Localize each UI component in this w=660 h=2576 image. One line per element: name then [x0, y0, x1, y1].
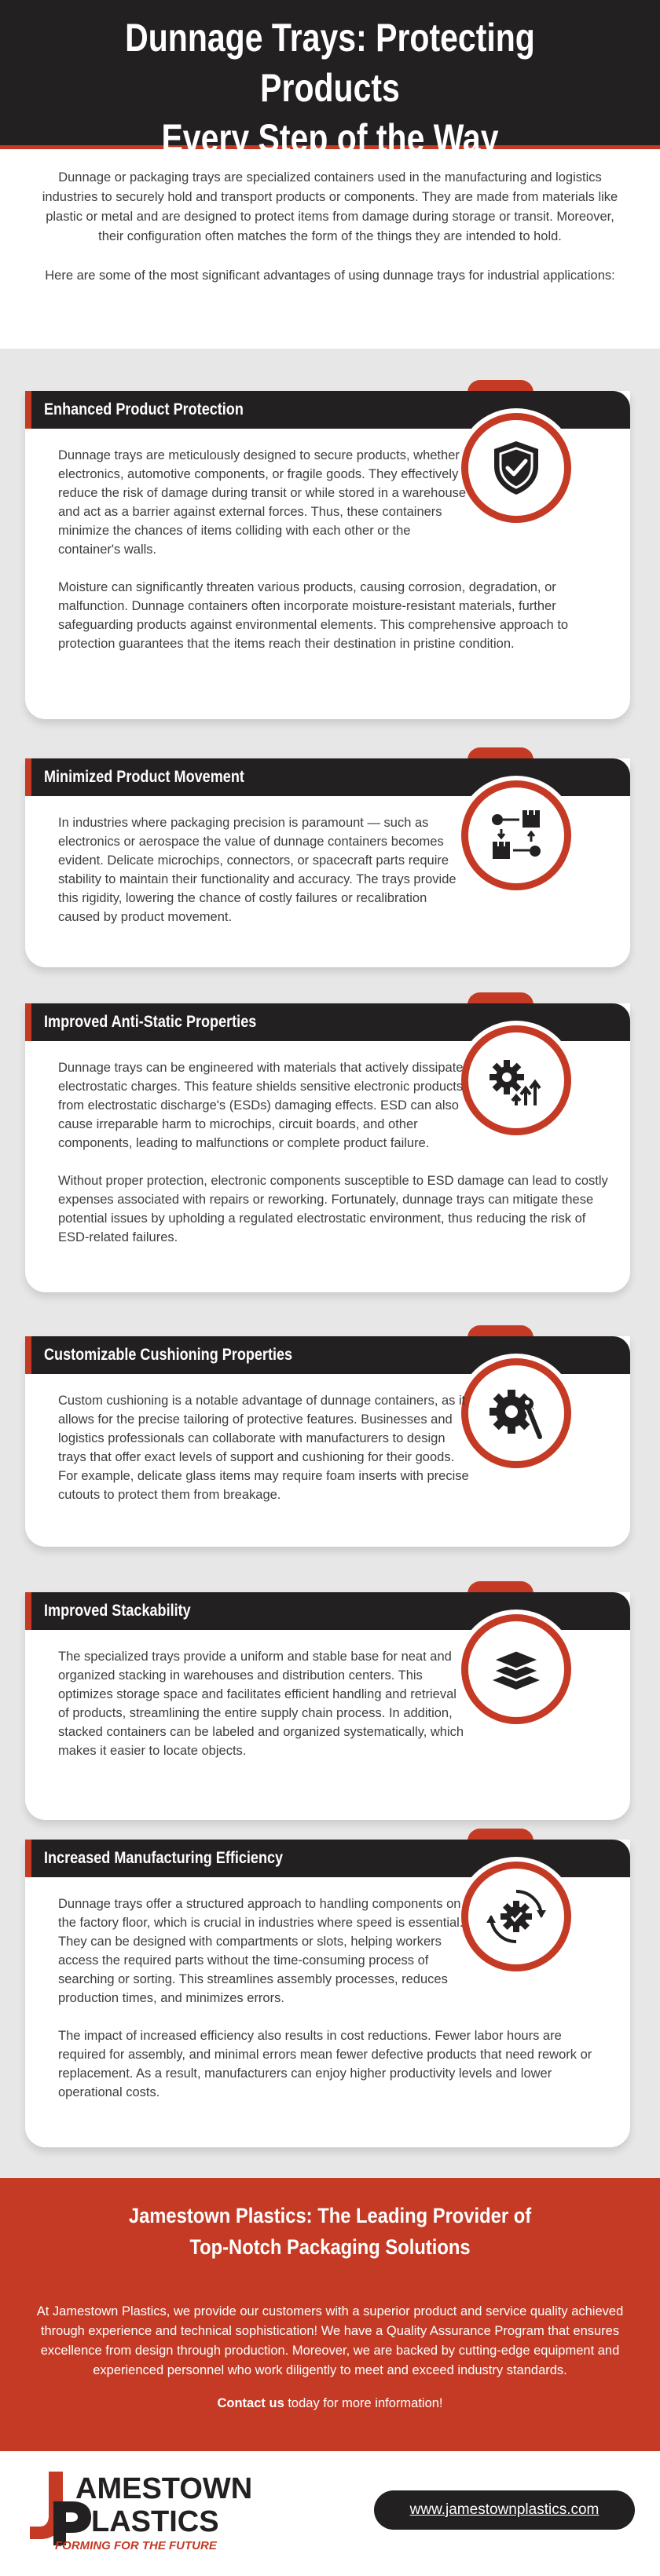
page-title-line-2: Every Step of the Way [161, 116, 499, 160]
logo-wordmark-top: AMESTOWN [75, 2472, 253, 2505]
card-paragraph: Dunnage trays can be engineered with materials that actively dissipate electrostatic charges. This feature shields sensitive electronic products from electrostatic discharge's (ESDs) damaging effects. ESD can also cause irreparable harm to microchips, circuit boards, and other components, leading to malfunctions or complete product failure. [58, 1061, 464, 1150]
brand-footer [0, 2451, 660, 2576]
intro-section [39, 168, 621, 286]
intro-paragraph: Dunnage or packaging trays are specialized containers used in the manufacturing and logistics industries to securely hold and transport products or components. They are made from materials like plastic or metal and are designed to protect items from damage during storage or transit. Moreover, their configuration often matches the form of the things they are intended to hold. [42, 170, 618, 243]
card-paragraph: Custom cushioning is a notable advantage of dunnage containers, as it allows for the precise tailoring of protective features. Businesses and logistics professionals can collaborate with manufacturers to design trays that offer exact levels of support and cushioning for their goods. For example, delicate glass items may require foam inserts with precise cutouts to protect them from breakage. [58, 1394, 469, 1502]
card-title: Enhanced Product Protection [44, 400, 244, 418]
benefit-card-movement [25, 758, 630, 967]
card-paragraph: In industries where packaging precision is paramount — such as electronics or aerospace the value of dunnage containers becomes evident. Delicate microchips, connectors, or spacecraft parts require stability to maintain their functionality and accuracy. The trays provide this rigidity, lowering the chance of costly failures or recalibration caused by product movement. [58, 816, 456, 924]
jamestown-plastics-logo[interactable] [25, 2467, 284, 2553]
card-paragraph: Moisture can significantly threaten various products, causing corrosion, degradation, or malfunction. Dunnage containers often incorporate moisture-resistant materials, further safeguarding products against environmental elements. This comprehensive approach to protection guarantees that the items reach their destination in pristine condition. [58, 580, 569, 651]
page-header [0, 0, 660, 160]
page-title-line-1: Dunnage Trays: Protecting Products [125, 16, 535, 110]
card-title: Increased Manufacturing Efficiency [44, 1849, 284, 1867]
benefit-card-antistatic [25, 1003, 630, 1292]
card-paragraph: The impact of increased efficiency also results in cost reductions. Fewer labor hours are required for assembly, and minimal errors mean fewer defective products that need rework or replacement. As a result, manufacturers can enjoy higher productivity levels and lower operational costs. [58, 2029, 592, 2099]
benefit-card-efficiency [25, 1840, 630, 2147]
card-paragraph: Without proper protection, electronic components susceptible to ESD damage can lead to costly expenses associated with repairs or reworking. Fortunately, dunnage trays can mitigate these potential issues by upholding a regulated electrostatic environment, thus reducing the risk of ESD-related failures. [58, 1174, 608, 1244]
page-title [60, 13, 601, 163]
card-title: Improved Anti-Static Properties [44, 1013, 257, 1031]
logo-wordmark-bottom: LASTICS [91, 2505, 219, 2538]
card-title: Improved Stackability [44, 1602, 191, 1620]
website-link-button[interactable]: www.jamestownplastics.com [374, 2490, 635, 2530]
contact-us-link[interactable]: Contact us [217, 2396, 284, 2410]
intro-lead-in: Here are some of the most significant advantages of using dunnage trays for industrial applications: [45, 269, 615, 283]
company-description: At Jamestown Plastics, we provide our customers with a superior product and service quality achieved through experience and technical sophistication! We have a Quality Assurance Program that ensures excellence from design through production. Moreover, we are backed by cutting-edge equipment and experienced personnel who work diligently to meet and exceed industry standards. [36, 2304, 624, 2377]
benefit-card-stackability [25, 1592, 630, 1820]
card-paragraph: The specialized trays provide a uniform and stable base for neat and organized stacking in warehouses and distribution centers. This optimizes storage space and facilitates efficient handling and retrieval of products, streamlining the entire supply chain process. In addition, stacked containers can be labeled and organized systematically, which makes it easier to locate objects. [58, 1650, 464, 1758]
benefit-card-cushioning [25, 1336, 630, 1547]
company-heading: Jamestown Plastics: The Leading Provider of Top-Notch Packaging Solutions [128, 2204, 532, 2259]
logo-tagline: FORMING FOR THE FUTURE [55, 2539, 217, 2552]
benefit-card-protection [25, 391, 630, 719]
card-title: Minimized Product Movement [44, 768, 244, 786]
card-paragraph: Dunnage trays are meticulously designed to secure products, whether electronics, automotive components, or fragile goods. They effectively reduce the risk of damage during transit or while stored in a warehouse and act as a barrier against external forces. Thus, these containers minimize the chances of items colliding with each other or the container's walls. [58, 448, 467, 557]
card-title: Customizable Cushioning Properties [44, 1346, 293, 1364]
company-section [0, 2178, 660, 2451]
card-paragraph: Dunnage trays offer a structured approach to handling components on the factory floor, which is crucial in industries where speed is essential. They can be designed with compartments or slots, helping workers access the required parts without the time-consuming process of searching or sorting. This streamlines assembly processes, reduces production times, and minimizes errors. [58, 1897, 464, 2005]
contact-cta: Contact us today for more information! [217, 2396, 443, 2410]
